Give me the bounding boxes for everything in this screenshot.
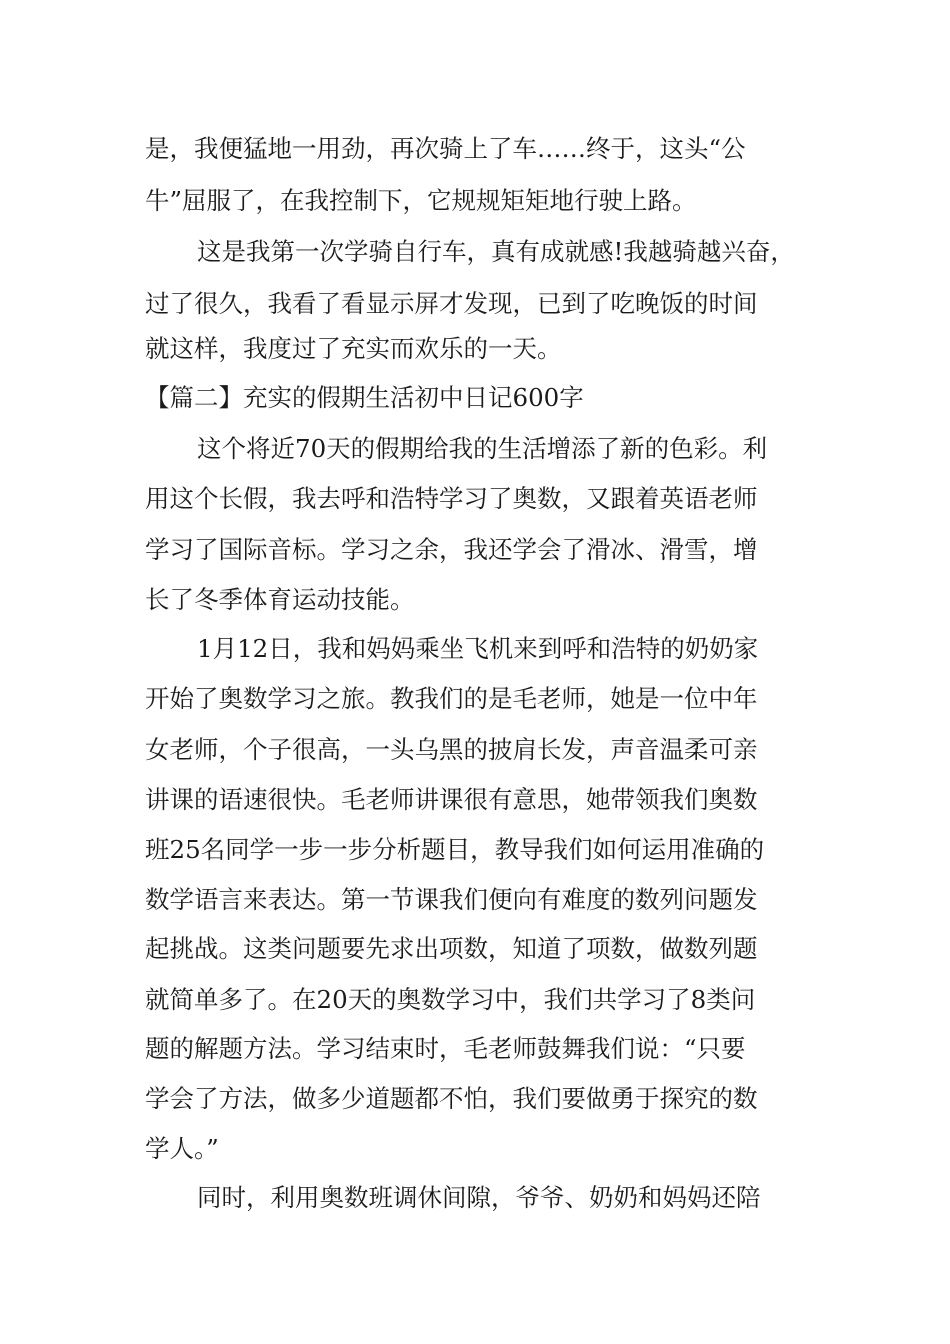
paragraph-line: 1月12日，我和妈妈乘坐飞机来到呼和浩特的奶奶家 [197, 634, 759, 663]
paragraph-line: 班25名同学一步一步分析题目，教导我们如何运用准确的 [145, 835, 765, 864]
paragraph-line: 过了很久，我看了看显示屏才发现，已到了吃晚饭的时间 [145, 289, 758, 318]
paragraph-line: 讲课的语速很快。毛老师讲课很有意思，她带领我们奥数 [145, 785, 758, 814]
paragraph-line: 数学语言来表达。第一节课我们便向有难度的数列问题发 [145, 885, 758, 914]
paragraph-line: 是，我便猛地一用劲，再次骑上了车……终于，这头“公 [145, 134, 746, 163]
paragraph-line: 这是我第一次学骑自行车，真有成就感!我越骑越兴奋， [197, 237, 795, 266]
paragraph-line: 开始了奥数学习之旅。教我们的是毛老师，她是一位中年 [145, 684, 758, 713]
paragraph-line: 长了冬季体育运动技能。 [145, 585, 415, 614]
paragraph-line: 就简单多了。在20天的奥数学习中，我们共学习了8类问 [145, 985, 756, 1014]
paragraph-line: 女老师，个子很高，一头乌黑的披肩长发，声音温柔可亲 [145, 735, 758, 764]
paragraph-line: 学人。” [145, 1134, 219, 1163]
paragraph-line: 牛”屈服了，在我控制下，它规规矩矩地行驶上路。 [145, 186, 697, 215]
paragraph-line: 学会了方法，做多少道题都不怕，我们要做勇于探究的数 [145, 1084, 758, 1113]
paragraph-line: 用这个长假，我去呼和浩特学习了奥数，又跟着英语老师 [145, 484, 758, 513]
paragraph-line: 就这样，我度过了充实而欢乐的一天。 [145, 334, 562, 363]
paragraph-line: 同时，利用奥数班调休间隙，爷爷、奶奶和妈妈还陪 [197, 1183, 761, 1212]
section-heading: 【篇二】充实的假期生活初中日记600字 [145, 383, 584, 412]
paragraph-line: 题的解题方法。学习结束时，毛老师鼓舞我们说：“只要 [145, 1034, 746, 1063]
paragraph-line: 学习了国际音标。学习之余，我还学会了滑冰、滑雪，增 [145, 535, 758, 564]
paragraph-line: 这个将近70天的假期给我的生活增添了新的色彩。利 [197, 434, 768, 463]
paragraph-line: 起挑战。这类问题要先求出项数，知道了项数，做数列题 [145, 934, 758, 963]
